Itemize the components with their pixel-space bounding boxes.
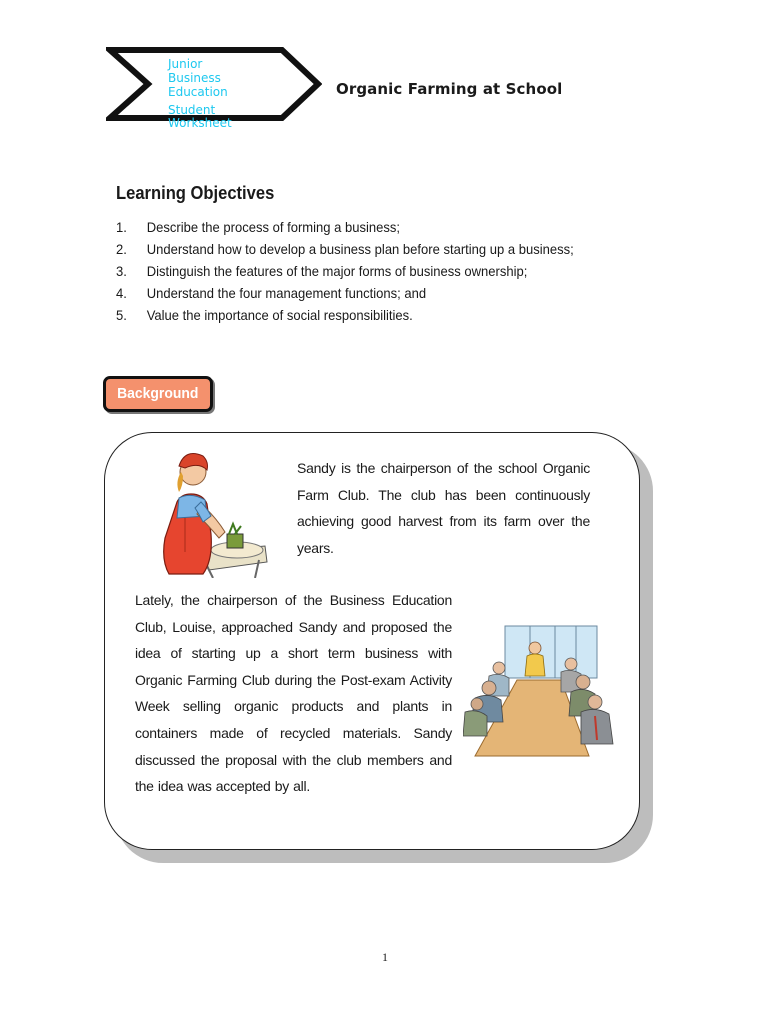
objective-item: 4. Understand the four management functions; and [116, 285, 427, 301]
background-paragraph-2: Lately, the chairperson of the Business Education Club, Louise, approached Sandy and proposed the idea of starting up a short term business with Organic Farming Club during the Post-exam Activity Week selling organic products and plants in containers made of recycled materials. Sandy discussed the proposal with the club members and the idea was accepted by all. [135, 592, 452, 795]
background-section-tag: Background [103, 376, 213, 412]
badge-line: Business [168, 71, 221, 85]
objectives-list [116, 216, 608, 326]
learning-objectives-heading: Learning Objectives [116, 183, 275, 203]
background-paragraph-1: Sandy is the chairperson of the school Organic Farm Club. The club has been continuously achieving good harvest from its farm over the years. [297, 460, 590, 556]
page-number: 1 [382, 950, 388, 964]
worksheet-badge-text [168, 57, 278, 130]
objective-item: 1. Describe the process of forming a business; [116, 219, 400, 235]
objective-item: 5. Value the importance of social responsibilities. [116, 307, 413, 323]
objective-item: 3. Distinguish the features of the major forms of business ownership; [116, 263, 528, 279]
farmer-girl-illustration-icon [155, 442, 269, 578]
badge-line: Worksheet [168, 116, 232, 130]
badge-line: Student [168, 103, 216, 117]
badge-line: Junior [168, 57, 203, 71]
objective-item: 2. Understand how to develop a business plan before starting up a business; [116, 241, 574, 257]
document-title: Organic Farming at School [336, 80, 563, 98]
badge-line: Education [168, 85, 228, 99]
meeting-illustration-icon [463, 624, 619, 758]
